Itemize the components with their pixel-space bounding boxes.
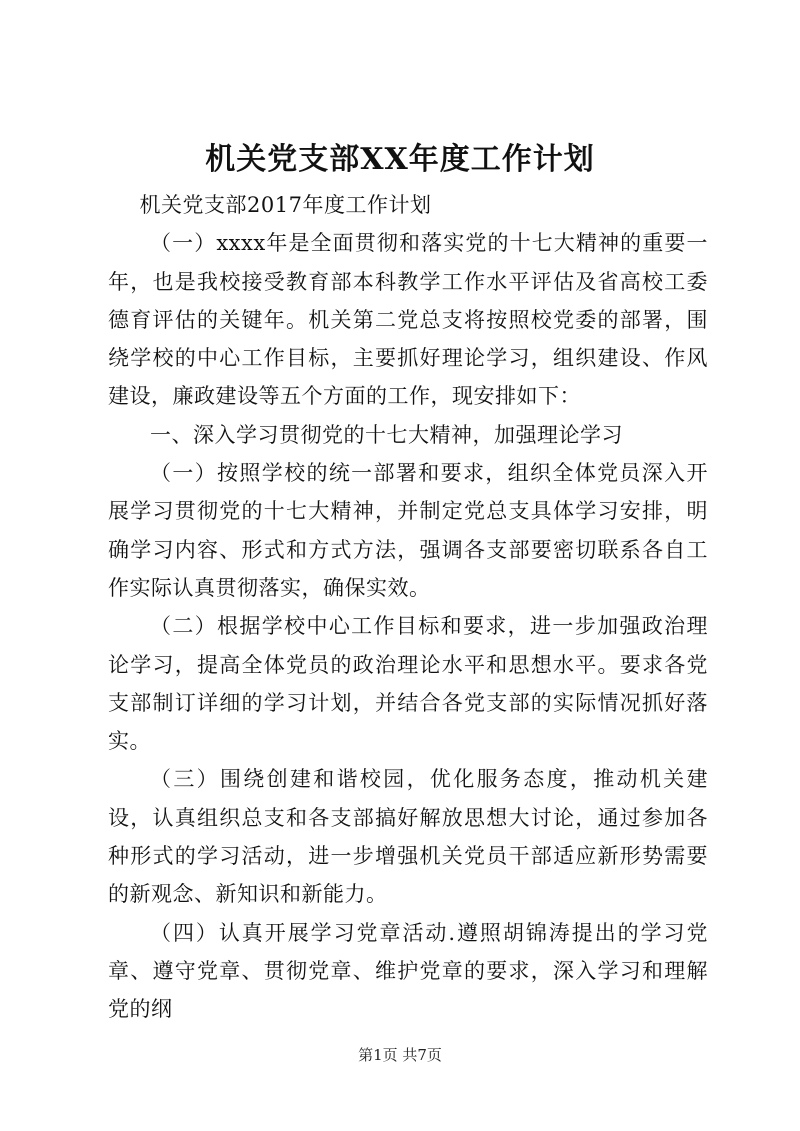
item-paragraph-1: （一）按照学校的统一部署和要求，组织全体党员深入开展学习贯彻党的十七大精神，并制定党总支具体学习安排，明确学习内容、形式和方式方法，强调各支部要密切联系各自工作实际认真贯彻落实，确保实效。 (108, 461, 708, 600)
page-number-footer: 第1页 共7页 (358, 1046, 442, 1064)
section-heading: 一、深入学习贯彻党的十七大精神，加强理论学习 (150, 422, 623, 447)
item-paragraph-3: （三）围绕创建和谐校园，优化服务态度，推动机关建设，认真组织总支和各支部搞好解放思想大讨论，通过参加各种形式的学习活动，进一步增强机关党员干部适应新形势需要的新观念、新知识和新能力。 (108, 767, 708, 907)
item-paragraph-2: （二）根据学校中心工作目标和要求，进一步加强政治理论学习，提高全体党员的政治理论水平和思想水平。要求各党支部制订详细的学习计划，并结合各党支部的实际情况抓好落实。 (108, 614, 708, 754)
document-body (108, 186, 708, 1029)
subtitle-paragraph: 机关党支部2017年度工作计划 (139, 193, 432, 217)
document-title: 机关党支部XX年度工作计划 (205, 142, 595, 177)
item-paragraph-4: （四）认真开展学习党章活动.遵照胡锦涛提出的学习党章、遵守党章、贯彻党章、维护党章的要求，深入学习和理解党的纲 (108, 920, 708, 1022)
intro-paragraph: （一）xxxx年是全面贯彻和落实党的十七大精神的重要一年，也是我校接受教育部本科教学工作水平评估及省高校工委德育评估的关键年。机关第二党总支将按照校党委的部署，围绕学校的中心工作目标，主要抓好理论学习，组织建设、作风建设，廉政建设等五个方面的工作，现安排如下： (108, 231, 708, 409)
